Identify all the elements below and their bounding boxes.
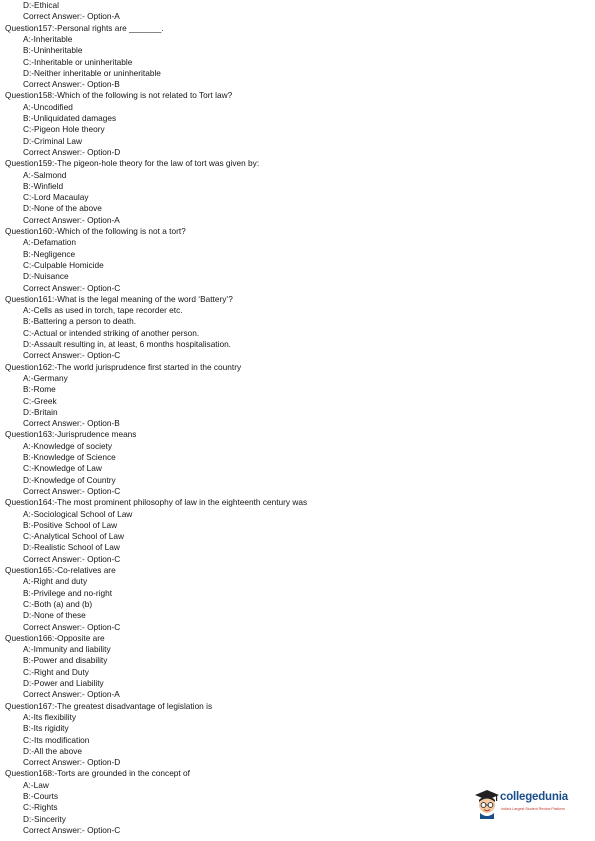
option-line: A:-Its flexibility <box>23 711 77 722</box>
logo-tagline: India's Largest Student Review Platform <box>501 807 565 811</box>
option-line: B:-Rome <box>23 384 56 395</box>
correct-answer: Correct Answer:- Option-A <box>23 689 120 700</box>
option-line: D:-Knowledge of Country <box>23 474 116 485</box>
option-line: C:-Both (a) and (b) <box>23 598 93 609</box>
option-line: C:-Greek <box>23 395 57 406</box>
option-line: C:-Right and Duty <box>23 666 89 677</box>
option-line: B:-Its rigidity <box>23 723 69 734</box>
correct-answer: Correct Answer:- Option-B <box>23 79 120 90</box>
option-line: B:-Power and disability <box>23 655 108 666</box>
question-text: Question159:-The pigeon-hole theory for the law of tort was given by: <box>5 158 260 169</box>
collegedunia-logo <box>474 785 592 825</box>
question-text: Question160:-Which of the following is not a tort? <box>5 226 186 236</box>
option-line: D:-All the above <box>23 745 83 756</box>
correct-answer: Correct Answer:- Option-B <box>23 418 120 429</box>
question-text: Question168:-Torts are grounded in the concept of <box>5 768 190 779</box>
option-line: A:-Sociological School of Law <box>23 508 133 519</box>
option-line: D:-None of these <box>23 610 86 621</box>
option-line: A:-Uncodified <box>23 101 73 112</box>
question-text: Question157:-Personal rights are _______. <box>5 22 164 33</box>
correct-answer: Correct Answer:- Option-C <box>23 485 121 496</box>
logo-wordmark: collegedunia <box>500 791 568 803</box>
option-line: D:-Power and Liability <box>23 678 104 688</box>
option-line: A:-Immunity and liability <box>23 644 111 655</box>
correct-answer: Correct Answer:- Option-C <box>23 553 121 564</box>
option-line: B:-Knowledge of Science <box>23 452 116 462</box>
option-line: B:-Negligence <box>23 248 76 259</box>
option-line: C:-Inheritable or uninheritable <box>23 56 133 67</box>
option-line: B:-Courts <box>23 791 59 801</box>
correct-answer: Correct Answer:- Option-C <box>23 350 121 361</box>
option-line: B:-Privilege and no-right <box>23 587 113 598</box>
correct-answer: Correct Answer:- Option-A <box>23 214 120 225</box>
question-text: Question165:-Co-relatives are <box>5 565 116 575</box>
question-text: Question161:-What is the legal meaning of the word ‘Battery’? <box>5 293 233 304</box>
option-line: C:-Actual or intended striking of another person. <box>23 327 200 338</box>
option-line: A:-Salmond <box>23 169 67 180</box>
graduate-mascot-icon <box>474 789 500 819</box>
option-line: A:-Cells as used in torch, tape recorder etc. <box>23 305 183 316</box>
option-line: A:-Defamation <box>23 237 77 248</box>
correct-answer: Correct Answer:- Option-C <box>23 282 121 293</box>
option-line: D:-Britain <box>23 406 58 417</box>
option-line: C:-Lord Macaulay <box>23 192 89 203</box>
option-line: D:-None of the above <box>23 203 102 214</box>
option-line: B:-Positive School of Law <box>23 519 118 530</box>
option-line: D:-Nuisance <box>23 271 69 282</box>
option-line: B:-Uninheritable <box>23 45 83 56</box>
correct-answer: Correct Answer:- Option-D <box>23 146 121 157</box>
option-line: D:-Realistic School of Law <box>23 542 120 553</box>
option-line: D:-Ethical <box>23 0 59 10</box>
option-line: A:-Inheritable <box>23 33 73 44</box>
question-text: Question164:-The most prominent philosophy of law in the eighteenth century was <box>5 497 308 508</box>
question-text: Question162:-The world jurisprudence first started in the country <box>5 361 242 372</box>
correct-answer: Correct Answer:- Option-C <box>23 824 121 835</box>
option-line: C:-Culpable Homicide <box>23 259 104 270</box>
option-line: D:-Criminal Law <box>23 135 83 146</box>
option-line: C:-Knowledge of Law <box>23 463 102 474</box>
option-line: A:-Germany <box>23 372 68 383</box>
question-text: Question166:-Opposite are <box>5 632 105 643</box>
correct-answer: Correct Answer:- Option-C <box>23 621 121 632</box>
question-text: Question167:-The greatest disadvantage of legislation is <box>5 700 213 711</box>
correct-answer: Correct Answer:- Option-D <box>23 757 121 768</box>
option-line: A:-Knowledge of society <box>23 440 113 451</box>
option-line: C:-Analytical School of Law <box>23 531 124 542</box>
option-line: C:-Its modification <box>23 734 90 745</box>
option-line: C:-Pigeon Hole theory <box>23 124 105 135</box>
question-text: Question158:-Which of the following is not related to Tort law? <box>5 90 233 101</box>
option-line: B:-Battering a person to death. <box>23 316 137 327</box>
option-line: C:-Rights <box>23 802 58 813</box>
option-line: B:-Winfield <box>23 180 64 191</box>
option-line: B:-Unliquidated damages <box>23 113 117 123</box>
question-text: Question163:-Jurisprudence means <box>5 429 137 440</box>
option-line: A:-Right and duty <box>23 576 88 587</box>
option-line: D:-Assault resulting in, at least, 6 months hospitalisation. <box>23 339 231 349</box>
option-line: D:-Neither inheritable or uninheritable <box>23 67 161 78</box>
option-line: D:-Sincerity <box>23 813 66 824</box>
option-line: A:-Law <box>23 779 49 790</box>
correct-answer: Correct Answer:- Option-A <box>23 11 120 22</box>
